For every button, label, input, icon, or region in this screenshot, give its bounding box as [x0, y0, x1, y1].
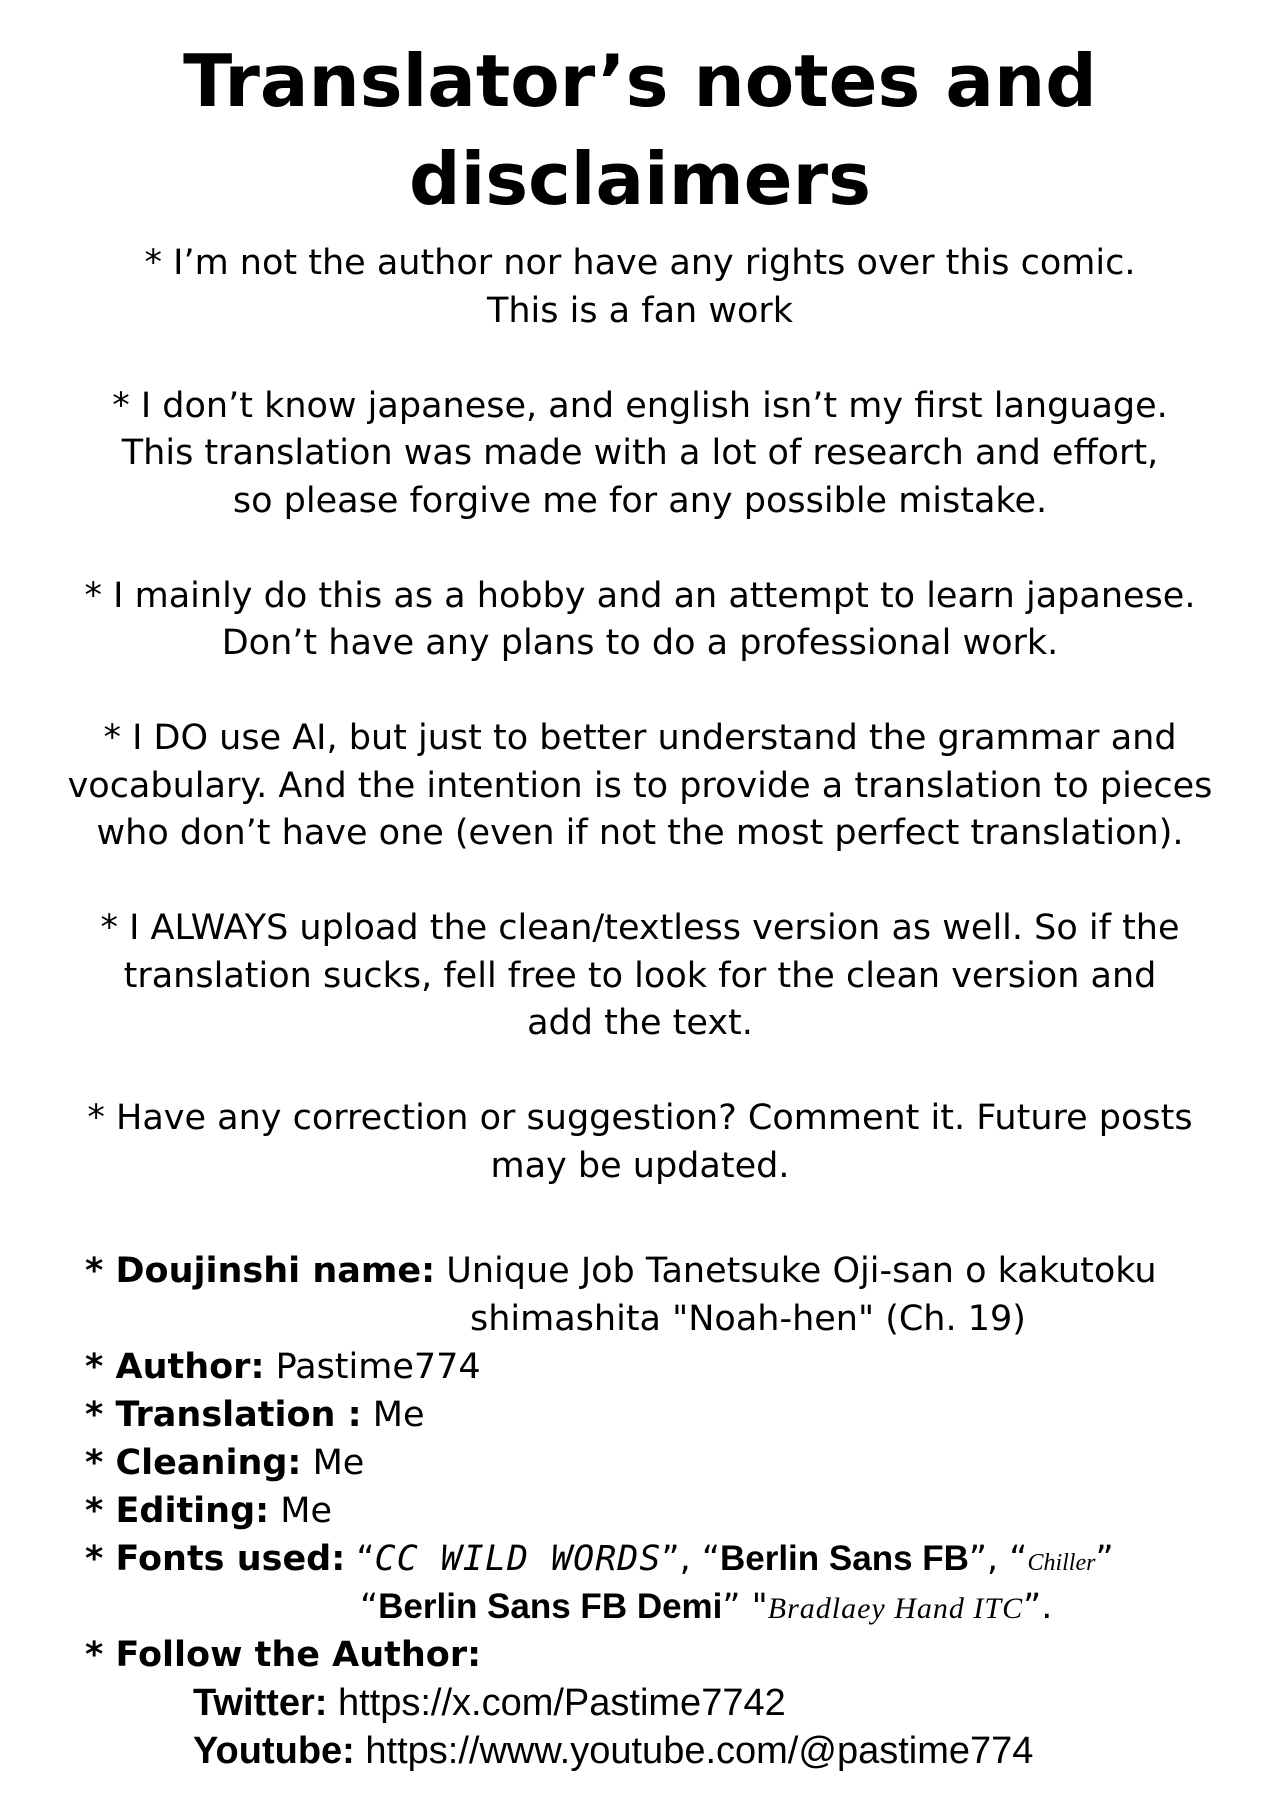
- credit-translation-label: * Translation :: [85, 1395, 362, 1435]
- credit-editing: [85, 1487, 1235, 1535]
- note-ai-use: [40, 715, 1240, 858]
- credit-doujinshi-continued: shimashita "Noah-hen" (Ch. 19): [470, 1299, 1026, 1339]
- follow-youtube: [85, 1727, 1235, 1775]
- note-line: * I’m not the author nor have any rights over this comic.: [144, 243, 1136, 283]
- credit-editing-label: * Editing:: [85, 1491, 270, 1531]
- font-name-bradley-hand: Bradlaey Hand ITC: [767, 1592, 1024, 1625]
- note-line: This translation was made with a lot of research and effort,: [121, 433, 1159, 473]
- credit-author-label: * Author:: [85, 1347, 265, 1387]
- font-name-cc-wild-words: CC WILD WORDS: [374, 1539, 662, 1579]
- font-name-chiller: Chiller: [1027, 1550, 1096, 1576]
- quote-mark: ”: [1095, 1539, 1114, 1579]
- note-language: [40, 383, 1240, 526]
- title-line-2: disclaimers: [409, 137, 871, 221]
- credit-cleaning-value: Me: [312, 1443, 365, 1483]
- note-line: may be updated.: [490, 1145, 790, 1186]
- separator: ” ": [722, 1587, 768, 1627]
- note-line: * I DO use AI, but just to better understand the grammar and: [103, 718, 1177, 758]
- note-line: add the text.: [527, 1003, 753, 1043]
- credit-fonts-continued: [85, 1583, 1235, 1631]
- twitter-label: Twitter:: [193, 1682, 328, 1724]
- youtube-url: https://www.youtube.com/@pastime774: [365, 1730, 1034, 1772]
- credit-translation-value: Me: [372, 1395, 425, 1435]
- disclaimer-notes: [40, 240, 1240, 1238]
- twitter-url: https://x.com/Pastime7742: [337, 1682, 786, 1724]
- credit-cleaning: [85, 1439, 1235, 1487]
- separator: ”, “: [661, 1539, 720, 1579]
- credit-fonts: [85, 1535, 1235, 1583]
- credit-fonts-label: * Fonts used:: [85, 1539, 346, 1579]
- font-name-berlin-sans-demi: Berlin Sans FB Demi: [378, 1587, 723, 1626]
- note-hobby: [40, 573, 1240, 668]
- note-line: * Have any correction or suggestion? Comment it. Future posts: [87, 1098, 1193, 1138]
- note-line: translation sucks, fell free to look for the clean version and: [123, 955, 1157, 996]
- quote-mark: “: [356, 1539, 375, 1579]
- separator: ”, “: [968, 1539, 1028, 1579]
- credit-follow-label: * Follow the Author:: [85, 1635, 482, 1675]
- credit-cleaning-label: * Cleaning:: [85, 1443, 302, 1483]
- youtube-label: Youtube:: [193, 1730, 355, 1772]
- note-line: who don’t have one (even if not the most perfect translation).: [96, 813, 1184, 853]
- font-name-berlin-sans: Berlin Sans FB: [719, 1539, 969, 1578]
- credit-doujinshi-label: * Doujinshi name:: [85, 1251, 436, 1291]
- note-line: * I ALWAYS upload the clean/textless version as well. So if the: [100, 908, 1180, 948]
- note-line: so please forgive me for any possible mistake.: [232, 480, 1048, 521]
- note-clean-version: [40, 905, 1240, 1048]
- credit-follow: [85, 1631, 1235, 1679]
- note-not-author: [40, 240, 1240, 335]
- credit-translation: [85, 1391, 1235, 1439]
- note-line: This is a fan work: [486, 290, 794, 331]
- note-line: Don’t have any plans to do a professional work.: [221, 623, 1059, 663]
- follow-twitter: [85, 1679, 1235, 1727]
- note-line: * I don’t know japanese, and english isn’t my first language.: [112, 385, 1168, 426]
- credit-editing-value: Me: [280, 1491, 333, 1531]
- note-line: * I mainly do this as a hobby and an attempt to learn japanese.: [84, 575, 1196, 616]
- credits-section: [85, 1247, 1235, 1775]
- credit-doujinshi: [85, 1247, 1235, 1295]
- quote-mark: ”.: [1023, 1587, 1053, 1627]
- credit-author: [85, 1343, 1235, 1391]
- title-line-1: Translator’s notes and: [183, 39, 1097, 123]
- credit-doujinshi-value: Unique Job Tanetsuke Oji-san o kakutoku: [446, 1251, 1157, 1291]
- quote-mark: “: [360, 1587, 379, 1627]
- note-line: vocabulary. And the intention is to provide a translation to pieces: [67, 765, 1213, 806]
- page-title: [0, 32, 1280, 228]
- note-corrections: [40, 1095, 1240, 1190]
- credit-author-value: Pastime774: [275, 1347, 481, 1387]
